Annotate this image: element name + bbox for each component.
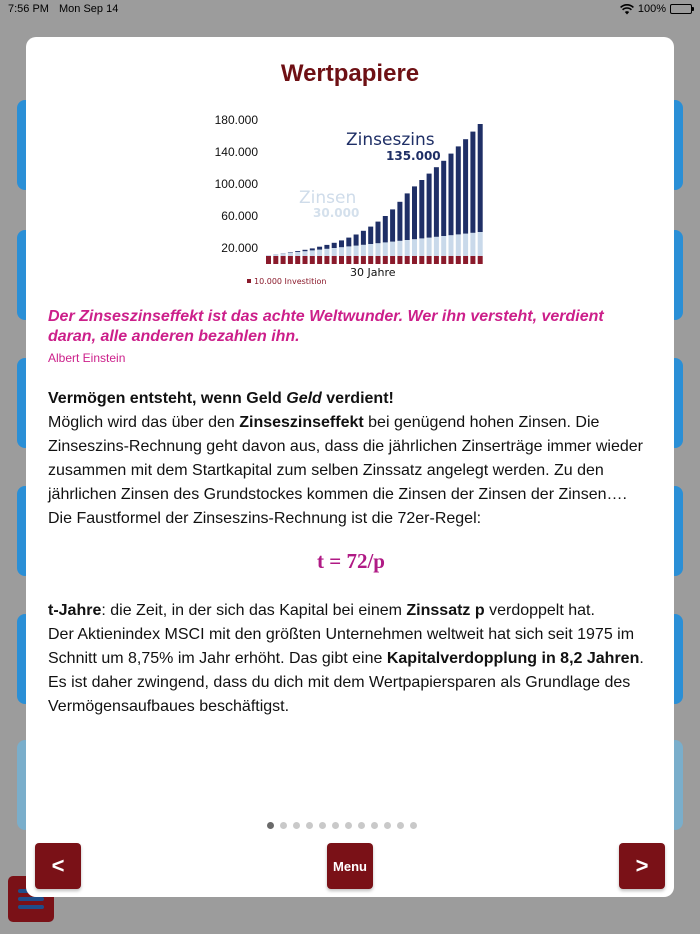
bar-zinsen (288, 253, 293, 256)
bar-investition (317, 256, 322, 264)
page-dot[interactable] (267, 822, 274, 829)
formula: t = 72/p (317, 549, 385, 573)
bar-zinsen (332, 248, 337, 256)
bar-investition (434, 256, 439, 264)
bar-investition (390, 256, 395, 264)
bar-zinsen (354, 246, 359, 256)
content-card (26, 37, 674, 897)
bar-zinseszins (288, 252, 293, 253)
bar-investition (427, 256, 432, 264)
bar-zinseszins (376, 222, 381, 244)
page-dot[interactable] (345, 822, 352, 829)
wifi-icon (620, 4, 634, 15)
bar-investition (397, 256, 402, 264)
heading: Vermögen entsteht, wenn Geld Geld verdient! (48, 390, 394, 407)
bar-zinseszins (449, 154, 454, 236)
bar-investition (288, 256, 293, 264)
y-tick-label: 60.000 (221, 209, 258, 223)
bar-zinsen (339, 247, 344, 256)
bar-zinseszins (397, 202, 402, 241)
menu-button[interactable]: Menu (327, 843, 373, 889)
bar-zinseszins (303, 250, 308, 251)
bar-zinsen (324, 249, 329, 256)
page-dot[interactable] (410, 822, 417, 829)
bar-investition (470, 256, 475, 264)
bar-zinseszins (412, 186, 417, 239)
bar-zinsen (427, 238, 432, 256)
bar-zinseszins (405, 193, 410, 240)
bar-zinseszins (383, 216, 388, 242)
bar-zinsen (281, 254, 286, 256)
next-button[interactable]: > (619, 843, 665, 889)
page-indicator[interactable] (267, 822, 417, 829)
y-tick-label: 100.000 (214, 177, 258, 191)
bar-investition (456, 256, 461, 264)
page-dot[interactable] (397, 822, 404, 829)
bar-investition (405, 256, 410, 264)
label-jahre: 30 Jahre (350, 266, 396, 279)
label-zinsen: Zinsen (299, 188, 357, 208)
bar-investition (346, 256, 351, 264)
bar-zinsen (478, 232, 483, 256)
bar-investition (354, 256, 359, 264)
label-zinseszins: Zinseszins (346, 130, 435, 150)
bar-zinseszins (368, 227, 373, 244)
label-zinseszins-value: 135.000 (386, 149, 441, 163)
bar-investition (478, 256, 483, 264)
page-dot[interactable] (358, 822, 365, 829)
bar-zinseszins (390, 209, 395, 241)
y-tick-label: 20.000 (221, 241, 258, 255)
bar-investition (324, 256, 329, 264)
y-tick-label: 140.000 (214, 145, 258, 159)
page-dot[interactable] (280, 822, 287, 829)
bar-zinsen (405, 240, 410, 256)
bar-investition (303, 256, 308, 264)
bar-zinseszins (339, 240, 344, 247)
bar-zinsen (310, 250, 315, 256)
page-dot[interactable] (371, 822, 378, 829)
bar-zinsen (376, 243, 381, 256)
bar-investition (273, 256, 278, 264)
bar-zinseszins (324, 245, 329, 249)
bar-zinseszins (478, 124, 483, 232)
bar-zinsen (361, 245, 366, 256)
bar-zinsen (390, 242, 395, 256)
bar-zinsen (449, 235, 454, 256)
bar-zinsen (412, 239, 417, 256)
bar-investition (419, 256, 424, 264)
bar-zinseszins (317, 247, 322, 250)
bar-zinseszins (419, 180, 424, 238)
y-ticks-group (215, 113, 259, 255)
legend-investition-swatch (247, 279, 251, 283)
page-dot[interactable] (293, 822, 300, 829)
bar-investition (463, 256, 468, 264)
bar-investition (412, 256, 417, 264)
bar-zinsen (295, 252, 300, 256)
bar-zinseszins (470, 132, 475, 233)
paragraph-zinseszins: Möglich wird das über den Zinseszinseffekt bei genügend hohen Zinsen. Die Zinseszins-Rechnung geht davon aus, dass die jährlichen Zinserträge immer wieder zusammen mit dem Startkapital zum selben Zinssatz angelegt werden. Zu den jährlichen Zinsen des Grundstockes kommen die Zinsen der Zinsen der Zinsen…. (48, 414, 643, 503)
bar-investition (376, 256, 381, 264)
battery-icon (670, 4, 692, 14)
bar-investition (310, 256, 315, 264)
bar-zinseszins (441, 161, 446, 236)
battery-percent: 100% (637, 3, 666, 15)
page-dot[interactable] (306, 822, 313, 829)
bar-investition (295, 256, 300, 264)
chart-title: Wertpapiere (280, 60, 420, 87)
y-tick-label: 180.000 (214, 113, 258, 127)
bar-zinseszins (427, 174, 432, 238)
status-date: Mon Sep 14 (59, 3, 119, 15)
bar-zinsen (273, 254, 278, 256)
previous-button[interactable]: < (35, 843, 81, 889)
bar-zinsen (434, 237, 439, 256)
bar-zinseszins (295, 251, 300, 252)
page-dot[interactable] (384, 822, 391, 829)
article-body (48, 387, 654, 719)
bar-zinseszins (354, 235, 359, 246)
bar-zinsen (397, 241, 402, 256)
bar-investition (332, 256, 337, 264)
bar-zinseszins (332, 243, 337, 248)
paragraph-t-jahre: t-Jahre: die Zeit, in der sich das Kapital bei einem Zinssatz p verdoppelt hat. (48, 602, 595, 619)
bar-zinsen (470, 233, 475, 256)
bar-zinseszins (310, 248, 315, 250)
paragraph-faustformel: Die Faustformel der Zinseszins-Rechnung ist die 72er-Regel: (48, 510, 482, 527)
bar-zinsen (456, 234, 461, 256)
bar-investition (339, 256, 344, 264)
bar-investition (383, 256, 388, 264)
bar-zinsen (441, 236, 446, 256)
bar-zinseszins (434, 167, 439, 237)
bar-investition (449, 256, 454, 264)
bar-zinsen (419, 238, 424, 256)
status-time: 7:56 PM (8, 3, 49, 15)
bar-investition (441, 256, 446, 264)
bar-zinseszins (456, 146, 461, 234)
legend-investition: 10.000 Investition (254, 277, 327, 286)
page-dot[interactable] (319, 822, 326, 829)
quote-text: Der Zinseszinseffekt ist das achte Weltwunder. Wer ihn versteht, verdient daran, alle anderen bezahlen ihn. (48, 308, 604, 345)
bar-zinseszins (463, 139, 468, 233)
bar-zinsen (303, 251, 308, 256)
bar-zinsen (383, 242, 388, 256)
quote-author: Albert Einstein (48, 351, 126, 365)
bar-zinsen (266, 255, 271, 256)
bar-zinseszins (361, 231, 366, 245)
bar-zinseszins (346, 238, 351, 247)
compound-interest-figure (209, 57, 493, 317)
bar-zinsen (463, 234, 468, 256)
bar-investition (361, 256, 366, 264)
status-bar (0, 0, 700, 20)
bar-investition (368, 256, 373, 264)
label-zinsen-value: 30.000 (313, 206, 360, 220)
paragraph-msci: Der Aktienindex MSCI mit den größten Unternehmen weltweit hat sich seit 1975 im Schnitt um 8,75% im Jahr erhöht. Das gibt eine Kapitalverdopplung in 8,2 Jahren. Es ist daher zwingend, dass du dich mit dem Wertpapiersparen als Grundlage des Vermögensaufbaues beschäftigst. (48, 626, 644, 715)
bar-zinsen (368, 244, 373, 256)
bar-zinsen (346, 246, 351, 256)
bar-investition (266, 256, 271, 264)
bar-zinsen (317, 250, 322, 256)
status-right (620, 3, 692, 15)
compound-interest-chart (209, 57, 493, 297)
page-dot[interactable] (332, 822, 339, 829)
bar-investition (281, 256, 286, 264)
